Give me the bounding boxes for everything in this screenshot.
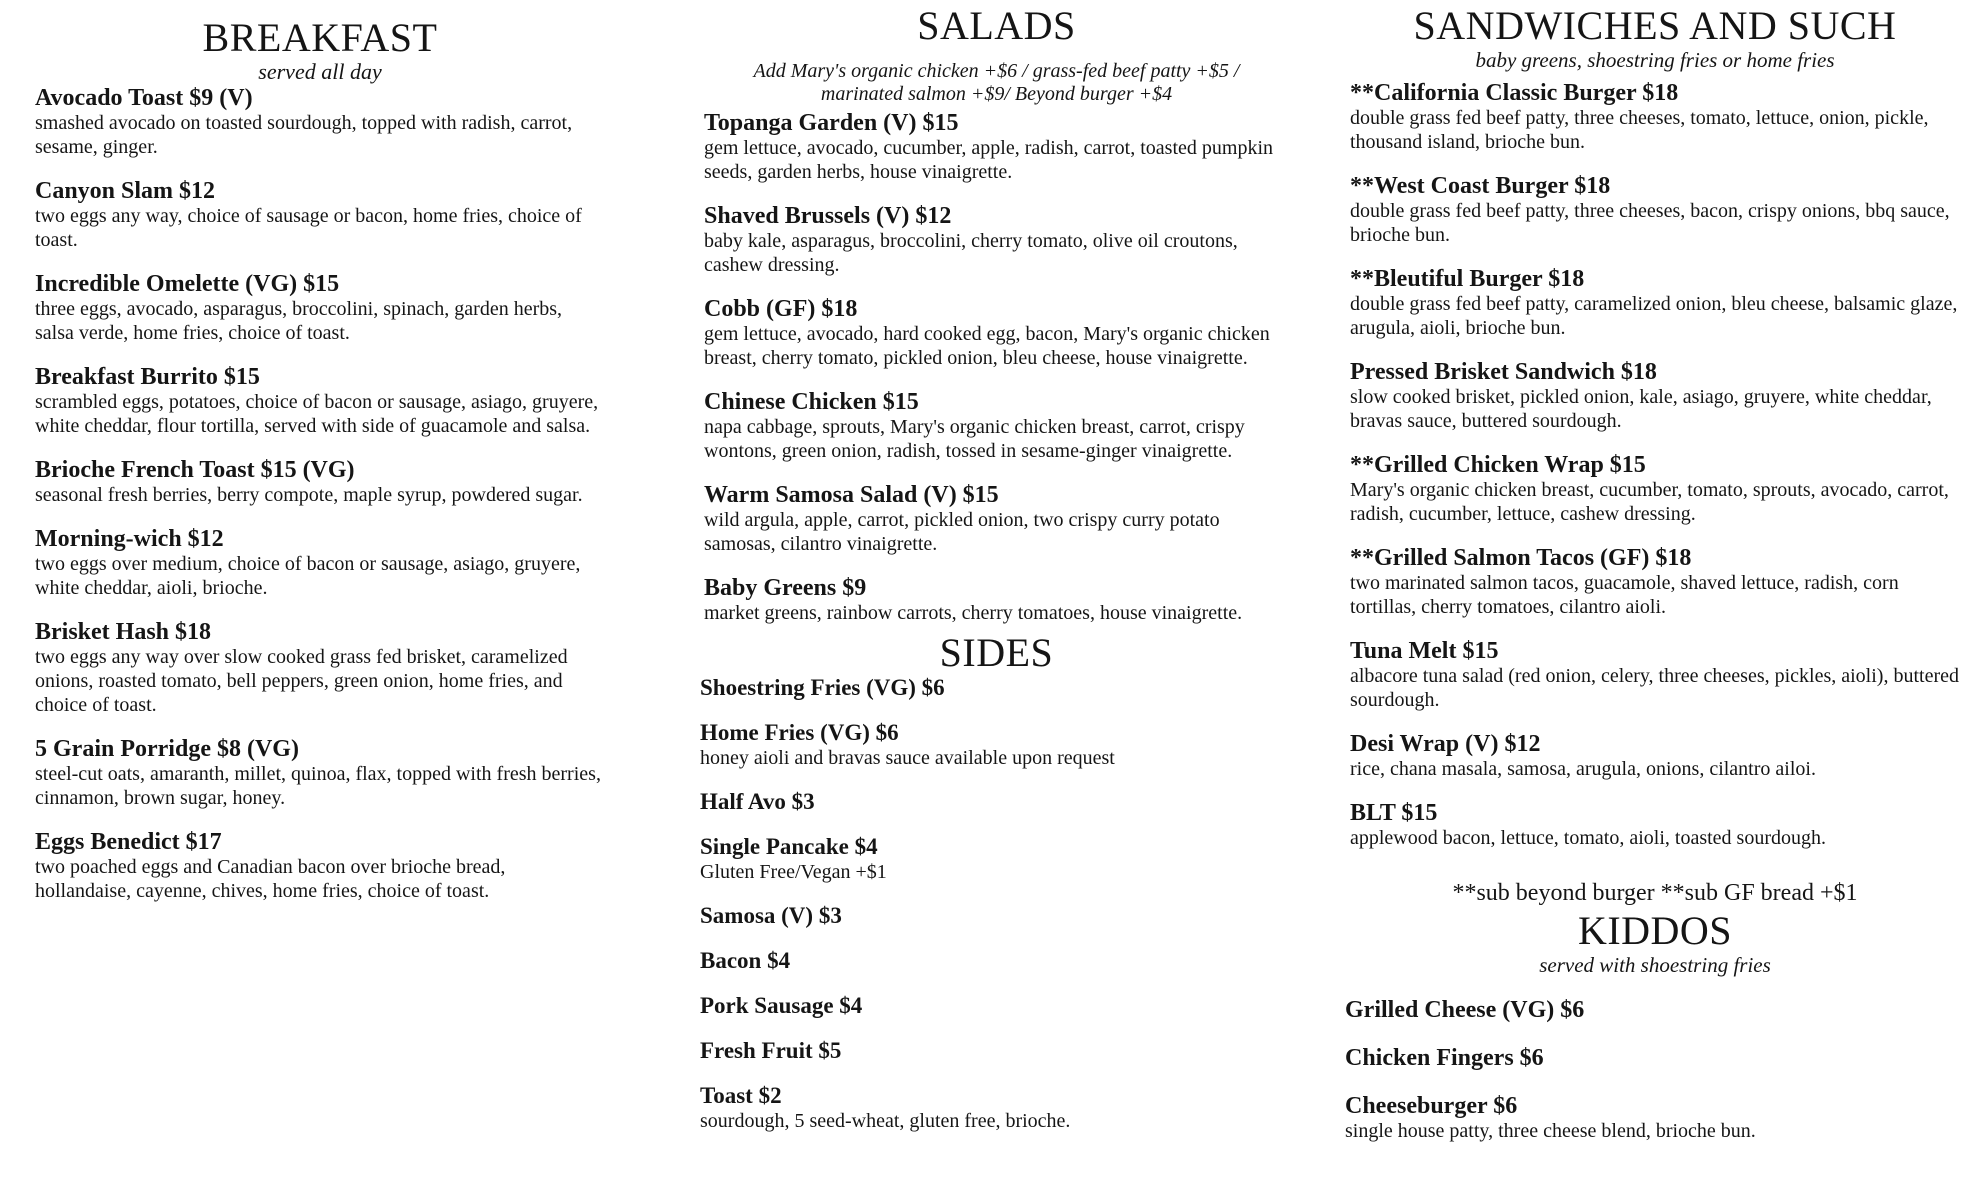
item-description: two poached eggs and Canadian bacon over brioche bread, hollandaise, cayenne, chives, home fries, choice of toast. [35, 856, 506, 902]
item-description: slow cooked brisket, pickled onion, kale, asiago, gruyere, white cheddar, bravas sauce, buttered sourdough. [1350, 386, 1932, 432]
menu-item [1350, 800, 1960, 850]
kids-item [1345, 1045, 1960, 1071]
sides-title: SIDES [939, 630, 1054, 675]
menu-item [1350, 452, 1960, 526]
menu-item [1350, 359, 1960, 433]
item-name: Pressed Brisket Sandwich $18 [1350, 359, 1657, 385]
salads-title: SALADS [917, 3, 1076, 48]
menu-item [35, 85, 605, 159]
item-name: Shoestring Fries (VG) $6 [700, 675, 945, 700]
side-item [700, 720, 1289, 770]
item-name: Brioche French Toast $15 (VG) [35, 457, 355, 483]
item-name: Breakfast Burrito $15 [35, 364, 260, 390]
item-name: **Grilled Chicken Wrap $15 [1350, 452, 1646, 478]
salads-subtitle-line-1: Add Mary's organic chicken +$6 / grass-fed beef patty +$5 / [753, 60, 1240, 82]
sandwiches-title: SANDWICHES AND SUCH [1413, 3, 1897, 48]
item-name: **Grilled Salmon Tacos (GF) $18 [1350, 545, 1692, 571]
item-name: Single Pancake $4 [700, 834, 878, 859]
side-item [700, 1083, 1289, 1133]
side-item [700, 675, 1289, 701]
kiddos-title: KIDDOS [1577, 908, 1733, 953]
menu-item [1350, 638, 1960, 712]
item-description: gem lettuce, avocado, hard cooked egg, bacon, Mary's organic chicken breast, cherry tomato, pickled onion, bleu cheese, house vinaigrette. [704, 323, 1270, 369]
side-item [700, 948, 1289, 974]
item-description: smashed avocado on toasted sourdough, topped with radish, carrot, sesame, ginger. [35, 112, 573, 158]
item-name: Chicken Fingers $6 [1345, 1045, 1544, 1071]
item-description: Mary's organic chicken breast, cucumber, tomato, sprouts, avocado, carrot, radish, cucumber, lettuce, cashew dressing. [1350, 479, 1949, 525]
side-item [700, 1038, 1289, 1064]
menu-item [35, 736, 605, 810]
item-description: double grass fed beef patty, three cheeses, bacon, crispy onions, bbq sauce, brioche bun. [1350, 200, 1950, 246]
menu-item [35, 526, 605, 600]
menu-item [704, 203, 1289, 277]
item-description: two eggs any way over slow cooked grass fed brisket, caramelized onions, roasted tomato, bell peppers, green onion, home fries, and choice of toast. [35, 646, 568, 716]
item-name: Topanga Garden (V) $15 [704, 110, 959, 136]
menu-item [704, 575, 1289, 625]
item-description: double grass fed beef patty, three cheeses, tomato, lettuce, onion, pickle, thousand island, brioche bun. [1350, 107, 1929, 153]
salads-subtitle-line-2: marinated salmon +$9/ Beyond burger +$4 [820, 83, 1173, 105]
item-description: two marinated salmon tacos, guacamole, shaved lettuce, radish, corn tortillas, cherry tomatoes, cilantro aioli. [1350, 572, 1899, 618]
item-name: Baby Greens $9 [704, 575, 867, 601]
item-description: rice, chana masala, samosa, arugula, onions, cilantro ailoi. [1350, 758, 1816, 780]
menu-item [1350, 173, 1960, 247]
breakfast-column [35, 0, 605, 922]
item-name: Cheeseburger $6 [1345, 1093, 1518, 1119]
item-description: napa cabbage, sprouts, Mary's organic chicken breast, carrot, crispy wontons, green onion, radish, tossed in sesame-ginger vinaigrette. [704, 416, 1245, 462]
item-description: seasonal fresh berries, berry compote, maple syrup, powdered sugar. [35, 484, 583, 506]
item-name: Cobb (GF) $18 [704, 296, 858, 322]
item-description: wild argula, apple, carrot, pickled onion, two crispy curry potato samosas, cilantro vinaigrette. [704, 509, 1220, 555]
menu-item [1350, 731, 1960, 781]
side-item [700, 789, 1289, 815]
item-name: **California Classic Burger $18 [1350, 80, 1679, 106]
item-name: Morning-wich $12 [35, 526, 224, 552]
item-description: market greens, rainbow carrots, cherry tomatoes, house vinaigrette. [704, 602, 1243, 624]
menu-item [704, 110, 1289, 184]
menu-item [704, 482, 1289, 556]
menu-item [35, 178, 605, 252]
salads-subtitle [704, 60, 1289, 106]
item-name: Grilled Cheese (VG) $6 [1345, 997, 1585, 1023]
side-item [700, 903, 1289, 929]
substitution-note: **sub beyond burger **sub GF bread +$1 [1452, 880, 1858, 906]
menu-item [35, 364, 605, 438]
breakfast-subtitle: served all day [258, 59, 382, 84]
item-name: Fresh Fruit $5 [700, 1038, 842, 1063]
item-name: Pork Sausage $4 [700, 993, 863, 1018]
item-name: Canyon Slam $12 [35, 178, 216, 204]
menu-item [704, 389, 1289, 463]
kiddos-subtitle: served with shoestring fries [1539, 953, 1771, 977]
sandwiches-kiddos-column [1345, 0, 1960, 1143]
side-item [700, 834, 1289, 884]
item-name: Half Avo $3 [700, 789, 815, 814]
menu-item [35, 829, 605, 903]
item-name: BLT $15 [1350, 800, 1438, 826]
salads-sides-column [700, 0, 1289, 1133]
item-description: albacore tuna salad (red onion, celery, three cheeses, pickles, aioli), buttered sourdough. [1350, 665, 1959, 711]
item-name: **West Coast Burger $18 [1350, 173, 1611, 199]
menu-item [1350, 80, 1960, 154]
menu-item [1350, 266, 1960, 340]
item-name: Avocado Toast $9 (V) [35, 85, 253, 111]
item-name: **Bleutiful Burger $18 [1350, 266, 1585, 292]
item-name: 5 Grain Porridge $8 (VG) [35, 736, 299, 762]
item-name: Eggs Benedict $17 [35, 829, 222, 855]
menu-item [35, 619, 605, 717]
item-name: Desi Wrap (V) $12 [1350, 731, 1541, 757]
item-description: three eggs, avocado, asparagus, broccolini, spinach, garden herbs, salsa verde, home fries, choice of toast. [35, 298, 563, 344]
item-description: steel-cut oats, amaranth, millet, quinoa, flax, topped with fresh berries, cinnamon, brown sugar, honey. [35, 763, 601, 809]
sandwiches-subtitle: baby greens, shoestring fries or home fries [1475, 48, 1835, 72]
side-item [700, 993, 1289, 1019]
breakfast-title: BREAKFAST [202, 15, 438, 60]
item-description: applewood bacon, lettuce, tomato, aioli, toasted sourdough. [1350, 827, 1826, 849]
item-description: gem lettuce, avocado, cucumber, apple, radish, carrot, toasted pumpkin seeds, garden herbs, house vinaigrette. [704, 137, 1273, 183]
item-name: Toast $2 [700, 1083, 782, 1108]
item-name: Home Fries (VG) $6 [700, 720, 899, 745]
item-description: double grass fed beef patty, caramelized onion, bleu cheese, balsamic glaze, arugula, aioli, brioche bun. [1350, 293, 1958, 339]
menu-item [704, 296, 1289, 370]
item-name: Tuna Melt $15 [1350, 638, 1499, 664]
kids-item [1345, 997, 1960, 1023]
item-description: single house patty, three cheese blend, brioche bun. [1345, 1120, 1756, 1142]
item-description: scrambled eggs, potatoes, choice of bacon or sausage, asiago, gruyere, white cheddar, flour tortilla, served with side of guacamole and salsa. [35, 391, 599, 437]
kids-item [1345, 1093, 1960, 1143]
menu-item [35, 271, 605, 345]
item-name: Shaved Brussels (V) $12 [704, 203, 952, 229]
item-name: Bacon $4 [700, 948, 791, 973]
item-description: honey aioli and bravas sauce available upon request [700, 747, 1115, 769]
item-description: sourdough, 5 seed-wheat, gluten free, brioche. [700, 1110, 1071, 1132]
item-name: Samosa (V) $3 [700, 903, 842, 928]
item-description: baby kale, asparagus, broccolini, cherry tomato, olive oil croutons, cashew dressing. [704, 230, 1238, 276]
item-description: two eggs any way, choice of sausage or bacon, home fries, choice of toast. [35, 205, 582, 251]
menu-item [35, 457, 605, 507]
item-name: Chinese Chicken $15 [704, 389, 919, 415]
item-name: Incredible Omelette (VG) $15 [35, 271, 340, 297]
item-description: two eggs over medium, choice of bacon or sausage, asiago, gruyere, white cheddar, aioli, brioche. [35, 553, 581, 599]
item-description: Gluten Free/Vegan +$1 [700, 861, 887, 883]
item-name: Warm Samosa Salad (V) $15 [704, 482, 999, 508]
menu-item [1350, 545, 1960, 619]
item-name: Brisket Hash $18 [35, 619, 212, 645]
